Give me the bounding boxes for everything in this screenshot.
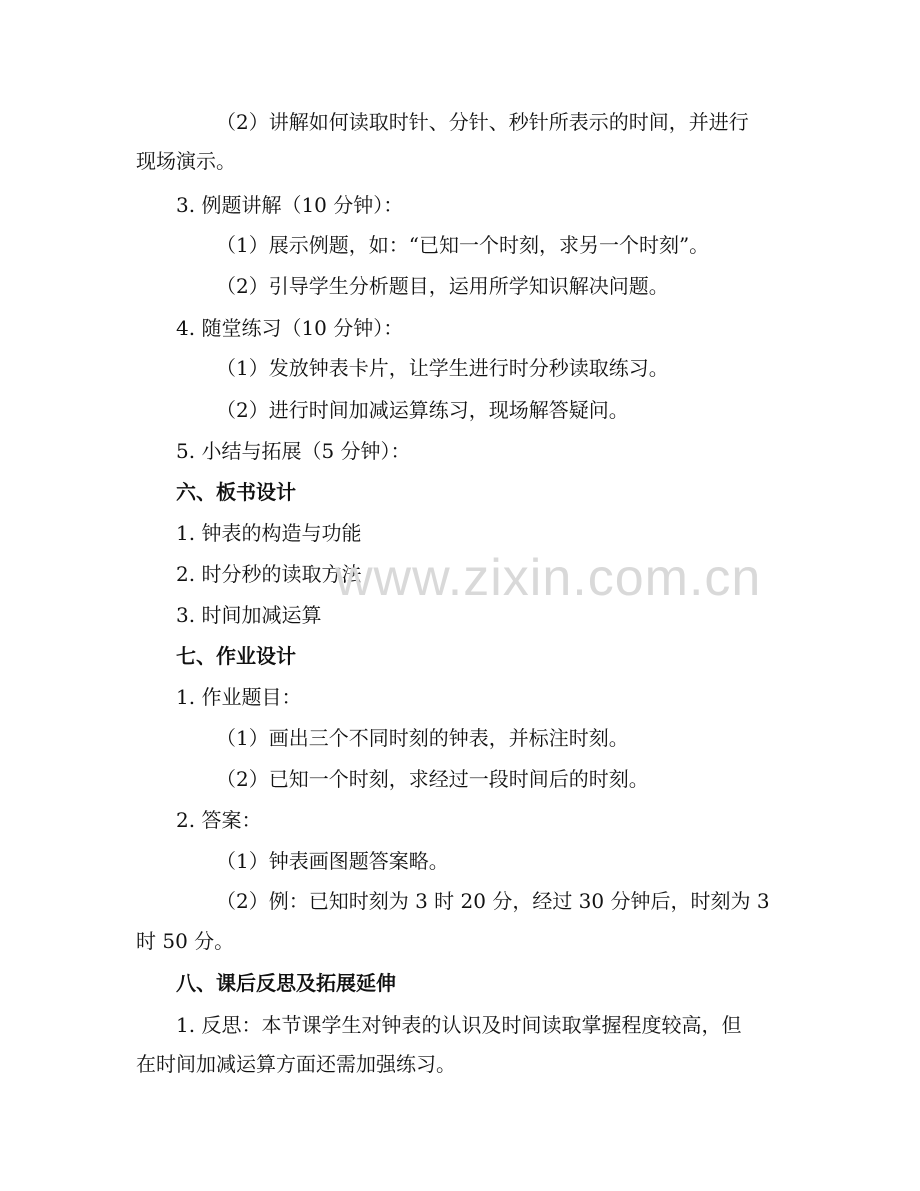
text-line: （2）进行时间加减运算练习，现场解答疑问。 — [216, 398, 629, 422]
section-heading: 六、板书设计 — [176, 480, 296, 504]
text-line: 1. 反思：本节课学生对钟表的认识及时间读取掌握程度较高，但 — [176, 1013, 742, 1037]
text-line: 现场演示。 — [136, 149, 236, 173]
text-line: （2）已知一个时刻，求经过一段时间后的时刻。 — [216, 767, 649, 791]
text-line: （1）发放钟表卡片，让学生进行时分秒读取练习。 — [216, 356, 669, 380]
text-line: （2）例：已知时刻为 3 时 20 分，经过 30 分钟后，时刻为 3 — [216, 889, 770, 913]
text-line: 5. 小结与拓展（5 分钟）： — [176, 439, 411, 463]
text-line: （1）展示例题，如：“已知一个时刻，求另一个时刻”。 — [216, 233, 710, 257]
text-line: 在时间加减运算方面还需加强练习。 — [136, 1052, 456, 1076]
section-heading: 七、作业设计 — [176, 644, 296, 668]
text-line: 1. 钟表的构造与功能 — [176, 521, 362, 545]
text-line: 3. 例题讲解（10 分钟）： — [176, 193, 404, 217]
text-line: 2. 答案： — [176, 808, 262, 832]
section-heading: 八、课后反思及拓展延伸 — [176, 971, 396, 995]
text-line: 1. 作业题目： — [176, 685, 302, 709]
text-line: 4. 随堂练习（10 分钟）： — [176, 316, 404, 340]
watermark: www.zixin.com.cn — [335, 549, 762, 607]
text-line: 2. 时分秒的读取方法 — [176, 562, 362, 586]
text-line: 3. 时间加减运算 — [176, 603, 322, 627]
text-line: （2）引导学生分析题目，运用所学知识解决问题。 — [216, 274, 669, 298]
text-line: （2）讲解如何读取时针、分针、秒针所表示的时间，并进行 — [216, 110, 749, 134]
text-line: （1）钟表画图题答案略。 — [216, 849, 449, 873]
text-line: （1）画出三个不同时刻的钟表，并标注时刻。 — [216, 726, 629, 750]
text-line: 时 50 分。 — [136, 929, 235, 953]
